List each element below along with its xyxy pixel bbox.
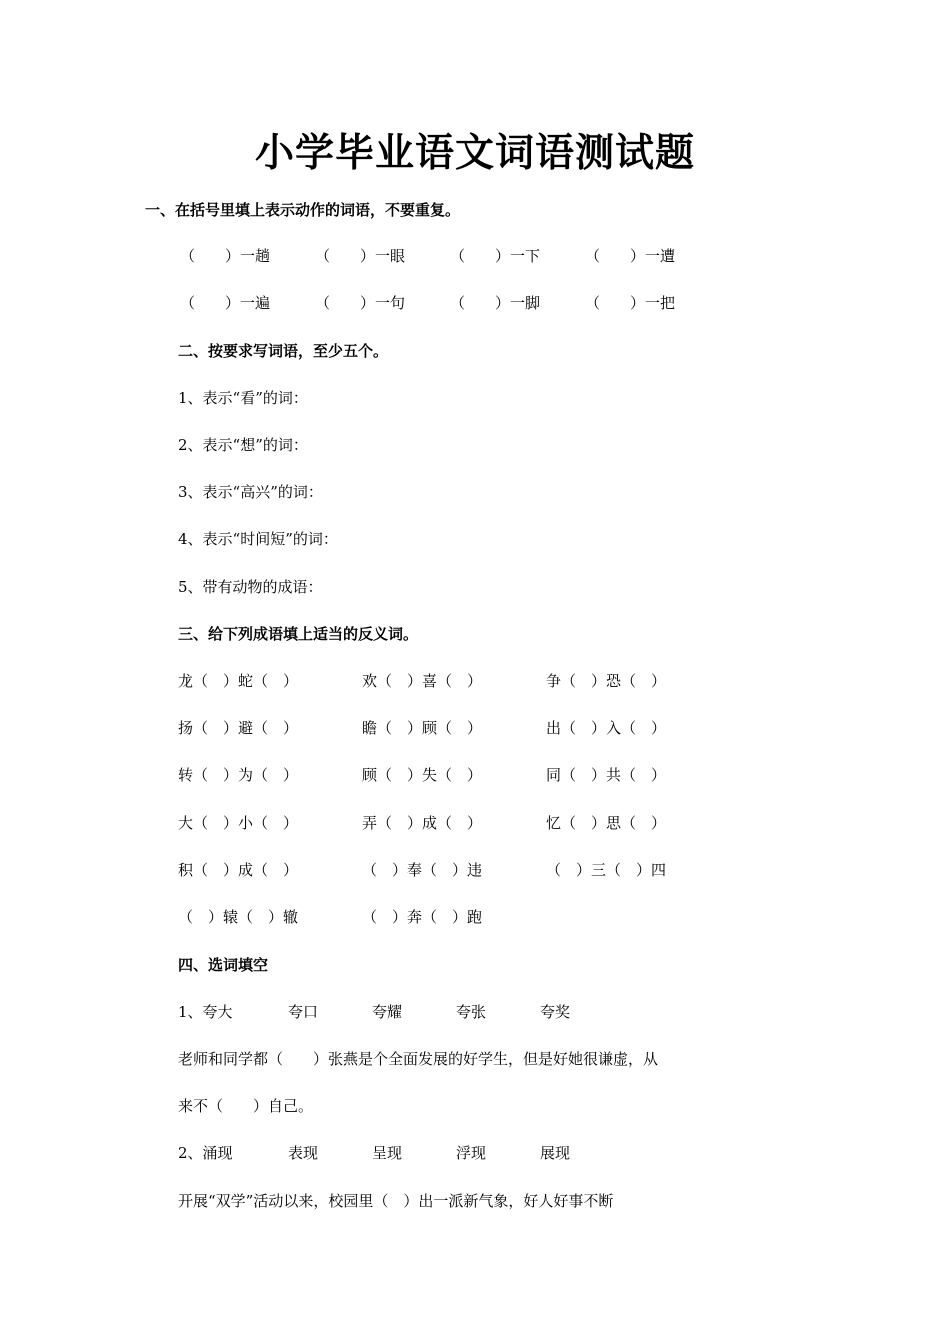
s4-q2-option: 呈现 xyxy=(372,1144,403,1162)
s2-item: 5、带有动物的成语： xyxy=(178,578,323,596)
s3-idiom: 同（ ）共（ ） xyxy=(546,766,667,784)
s1-row2-item: （ ）一把 xyxy=(585,294,676,312)
section-4-heading: 四、选词填空 xyxy=(178,956,269,974)
s3-idiom: 龙（ ）蛇（ ） xyxy=(178,672,299,690)
s3-idiom: 转（ ）为（ ） xyxy=(178,766,299,784)
s3-idiom: 顾（ ）失（ ） xyxy=(362,766,483,784)
section-1-heading: 一、在括号里填上表示动作的词语，不要重复。 xyxy=(145,201,461,219)
s3-idiom: 瞻（ ）顾（ ） xyxy=(362,719,483,737)
s3-idiom: （ ）辕（ ）辙 xyxy=(178,908,299,926)
s4-q1-option: 夸奖 xyxy=(540,1003,571,1021)
s4-q2-label: 2、涌现 xyxy=(178,1144,233,1162)
s3-idiom: 积（ ）成（ ） xyxy=(178,861,299,879)
s1-row1-item: （ ）一下 xyxy=(450,247,541,265)
s4-q1-text: 来不（ ）自己。 xyxy=(178,1097,314,1115)
s3-idiom: （ ）三（ ）四 xyxy=(546,861,667,879)
s3-idiom: 大（ ）小（ ） xyxy=(178,814,299,832)
s3-idiom: 弄（ ）成（ ） xyxy=(362,814,483,832)
page-title: 小学毕业语文词语测试题 xyxy=(254,131,695,176)
s1-row1-item: （ ）一趟 xyxy=(180,247,271,265)
s2-item: 3、表示“高兴”的词： xyxy=(178,483,323,501)
s1-row2-item: （ ）一句 xyxy=(315,294,406,312)
s4-q1-label: 1、夸大 xyxy=(178,1003,233,1021)
s4-q1-option: 夸口 xyxy=(288,1003,319,1021)
s1-row1-item: （ ）一眼 xyxy=(315,247,406,265)
s3-idiom: 忆（ ）思（ ） xyxy=(546,814,667,832)
s4-q1-text: 老师和同学都（ ）张燕是个全面发展的好学生，但是好她很谦虚，从 xyxy=(178,1050,659,1068)
s4-q2-option: 展现 xyxy=(540,1144,571,1162)
s3-idiom: （ ）奔（ ）跑 xyxy=(362,908,483,926)
s4-q2-text: 开展“双学”活动以来，校园里（ ）出一派新气象，好人好事不断 xyxy=(178,1192,614,1210)
s1-row2-item: （ ）一脚 xyxy=(450,294,541,312)
s2-item: 1、表示“看”的词： xyxy=(178,389,308,407)
s3-idiom: 欢（ ）喜（ ） xyxy=(362,672,483,690)
s2-item: 4、表示“时间短”的词： xyxy=(178,530,338,548)
s3-idiom: 出（ ）入（ ） xyxy=(546,719,667,737)
s1-row1-item: （ ）一遭 xyxy=(585,247,676,265)
s3-idiom: （ ）奉（ ）违 xyxy=(362,861,483,879)
s4-q2-option: 表现 xyxy=(288,1144,319,1162)
s3-idiom: 扬（ ）避（ ） xyxy=(178,719,299,737)
section-2-heading: 二、按要求写词语，至少五个。 xyxy=(178,342,389,360)
s4-q2-option: 浮现 xyxy=(456,1144,487,1162)
section-3-heading: 三、给下列成语填上适当的反义词。 xyxy=(178,625,419,643)
s4-q1-option: 夸张 xyxy=(456,1003,487,1021)
s3-idiom: 争（ ）恐（ ） xyxy=(546,672,667,690)
s4-q1-option: 夸耀 xyxy=(372,1003,403,1021)
s2-item: 2、表示“想”的词： xyxy=(178,436,308,454)
s1-row2-item: （ ）一遍 xyxy=(180,294,271,312)
